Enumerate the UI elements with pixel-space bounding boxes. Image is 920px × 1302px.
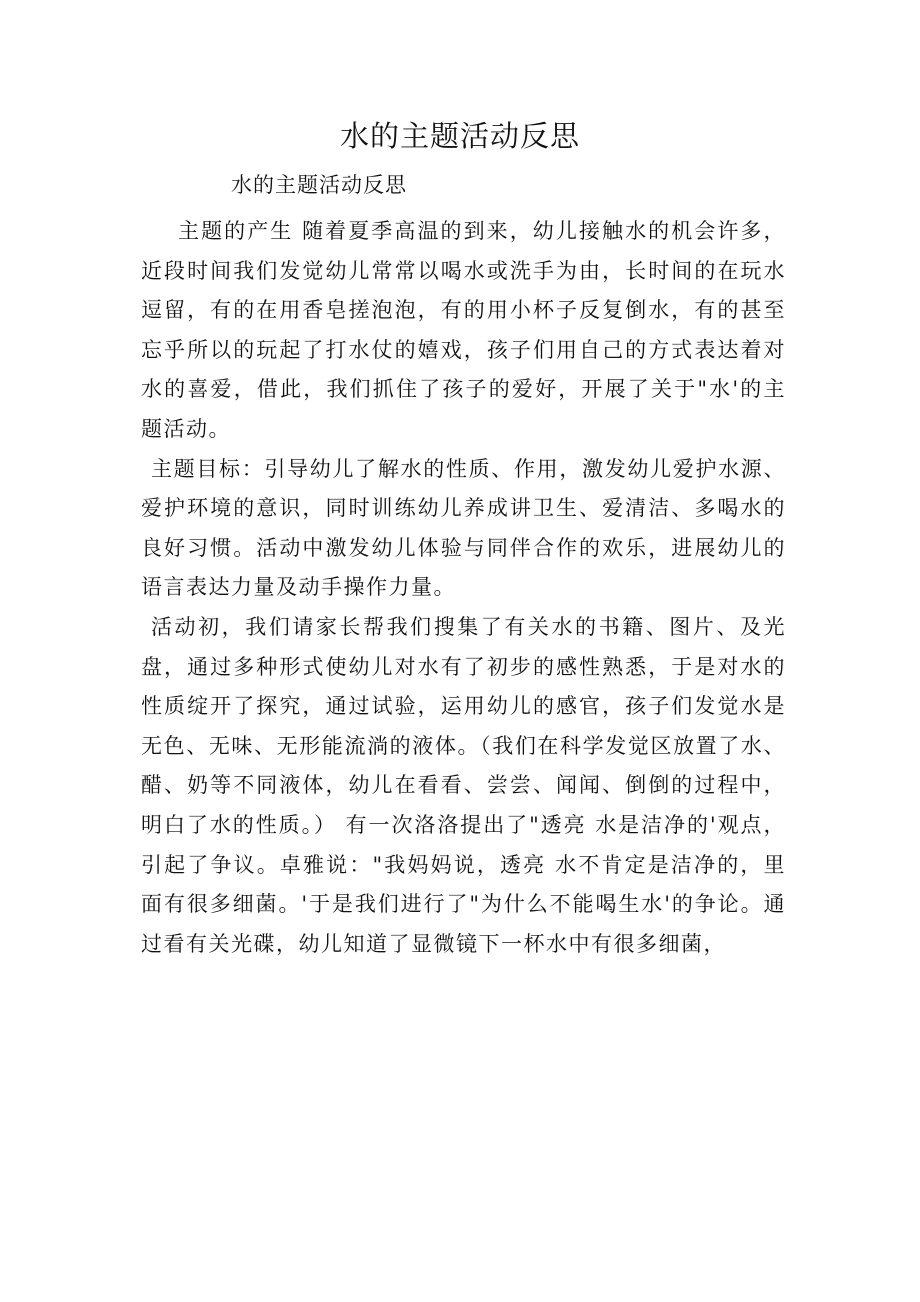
paragraph-theme-origin: 主题的产生 随着夏季高温的到来，幼儿接触水的机会许多，近段时间我们发觉幼儿常常以喝水或洗手为由，长时间的在玩水逗留，有的在用香皂搓泡泡，有的用小杯子反复倒水，有的甚至忘乎所以的玩起了打水仗的嬉戏，孩子们用自己的方式表达着对水的喜爱，借此，我们抓住了孩子的爱好，开展了关于"水'的主题活动。	[141, 219, 786, 441]
paragraph-theme-goals: 主题目标：引导幼儿了解水的性质、作用，激发幼儿爱护水源、爱护环境的意识，同时训练幼儿养成讲卫生、爱清洁、多喝水的良好习惯。活动中激发幼儿体验与同伴合作的欢乐，进展幼儿的语言表达力量及动手操作力量。	[141, 456, 786, 600]
document-subtitle: 水的主题活动反思	[231, 173, 407, 197]
document-body	[141, 212, 786, 964]
paragraph-activity-start: 活动初，我们请家长帮我们搜集了有关水的书籍、图片、及光盘，通过多种形式使幼儿对水有了初步的感性熟悉，于是对水的性质绽开了探究，通过试验，运用幼儿的感官，孩子们发觉水是无色、无味、无形能流淌的液体。（我们在科学发觉区放置了水、醋、奶等不同液体，幼儿在看看、尝尝、闻闻、倒倒的过程中，明白了水的性质。） 有一次洛洛提出了"透亮 水是洁净的'观点，引起了争议。卓雅说："我妈妈说，透亮 水不肯定是洁净的，里面有很多细菌。'于是我们进行了"为什么不能喝生水'的争论。通过看有关光碟，幼儿知道了显微镜下一杯水中有很多细菌，	[141, 614, 786, 956]
document-title: 水的主题活动反思	[339, 119, 580, 153]
